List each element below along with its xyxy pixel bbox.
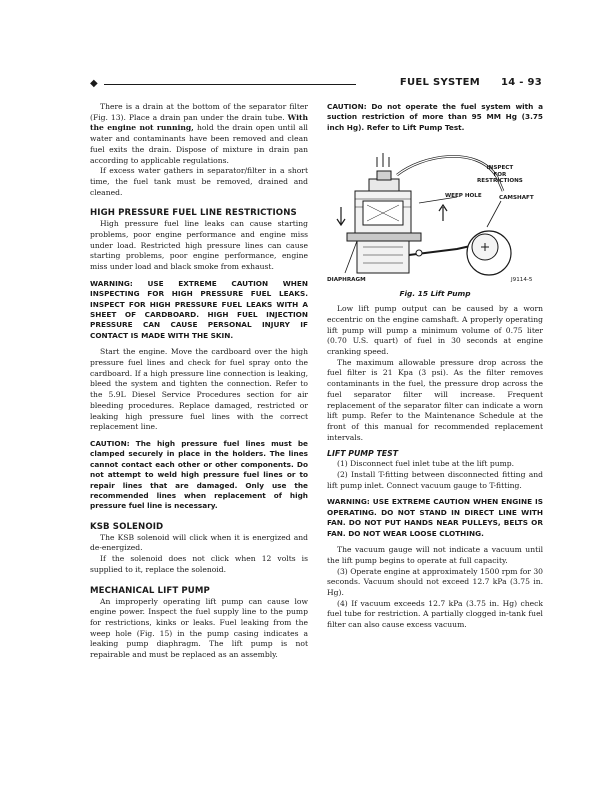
warning-fan: WARNING: USE EXTREME CAUTION WHEN ENGINE IS OPERATING. DO NOT STAND IN DIRECT LINE WITH FAN. DO NOT PUT HANDS NEAR PULLEYS, BELTS OR FAN. DO NOT WEAR LOOSE CLOTHING.	[327, 497, 543, 538]
ksb-paragraph-1: The KSB solenoid will click when it is energized and de-energized.	[90, 532, 308, 553]
mechanical-lift-pump-paragraph: An improperly operating lift pump can cause low engine power. Inspect the fuel supply line to the pump for restrictions, kinks or leaks. Fuel leaking from the weep hole (Fig. 15) in the pump casing indicates a leaking pump diaphragm. The lift pump is not repairable and must be replaced as an assembly.	[90, 596, 308, 660]
ksb-paragraph-2: If the solenoid does not click when 12 volts is supplied to it, replace the solenoid.	[90, 554, 308, 574]
heading-high-pressure-restrictions: HIGH PRESSURE FUEL LINE RESTRICTIONS	[90, 208, 297, 219]
pressure-drop-paragraph: The maximum allowable pressure drop across the fuel filter is 21 Kpa (3 psi). As the filter removes contaminants in the fuel, the pressure drop across the fuel separator filter will increase. Frequent replacement of the separator filter can indicate a worn lift pump. Refer to the Maintenance Schedule at the front of this manual for recommended replacement intervals.	[327, 357, 543, 442]
lift-pump-drawing	[327, 137, 543, 287]
header-rule	[104, 84, 356, 85]
page-number: 14 - 93	[500, 77, 542, 88]
test-step-2: (2) Install T-fitting between disconnected fitting and lift pump inlet. Connect vacuum gauge to T-fitting.	[327, 470, 543, 490]
label-diaphragm: DIAPHRAGM	[327, 277, 366, 284]
label-camshaft: CAMSHAFT	[499, 195, 534, 202]
right-column	[327, 102, 543, 631]
page-header	[90, 77, 542, 93]
figure-code: J9114-5	[511, 277, 533, 284]
heading-ksb-solenoid: KSB SOLENOID	[90, 521, 164, 532]
excess-water-paragraph: If excess water gathers in separator/filter in a short time, the fuel tank must be removed, drained and cleaned.	[90, 166, 308, 197]
caution-suction: CAUTION: Do not operate the fuel system with a suction restriction of more than 95 MM Hg (3.75 inch Hg). Refer to Lift Pump Test.	[327, 102, 543, 132]
restrictions-paragraph: High pressure fuel line leaks can cause starting problems, poor engine performance and engine miss under load. Restricted high pressure lines can cause starting problems, poor engine performance, engine miss under load and black smoke from exhaust.	[90, 219, 308, 272]
test-step-4: (4) If vacuum exceeds 12.7 kPa (3.75 in. Hg) check fuel tube for restriction. A partially clogged in-tank fuel filter can also cause excess vacuum.	[327, 598, 543, 630]
vacuum-gauge-paragraph: The vacuum gauge will not indicate a vacuum until the lift pump begins to operate at full capacity.	[327, 545, 543, 565]
figure-caption: Fig. 15 Lift Pump	[399, 289, 471, 299]
heading-lift-pump-test: LIFT PUMP TEST	[327, 449, 399, 459]
diamond-bullet-icon: ◆	[90, 78, 98, 89]
lift-pump-figure	[327, 137, 543, 287]
heading-mechanical-lift-pump: MECHANICAL LIFT PUMP	[90, 585, 210, 596]
label-weep-hole: WEEP HOLE	[445, 193, 482, 200]
test-step-1: (1) Disconnect fuel inlet tube at the lift pump.	[337, 459, 515, 469]
lift-output-paragraph: Low lift pump output can be caused by a worn eccentric on the engine camshaft. A properly operating lift pump will pump a minimum volume of 0.75 liter (0.70 U.S. quart) of fuel in 30 seconds at engine cranking speed.	[327, 304, 543, 357]
drain-paragraph: There is a drain at the bottom of the separator filter (Fig. 13). Place a drain pan under the drain tube. With the engine not running, hold the drain open until all water and contaminants have been removed and clean fuel exits the drain. Dispose of mixture in drain pan according to applicable regulations.	[90, 102, 308, 165]
caution-clamped: CAUTION: The high pressure fuel lines must be clamped securely in place in the holders. The lines cannot contact each other or other components. Do not attempt to weld high pressure fuel lines or to repair lines that are damaged. Only use the recommended lines when replacement of high pressure fuel line is necessary.	[90, 438, 308, 511]
test-step-3: (3) Operate engine at approximately 1500 rpm for 30 seconds. Vacuum should not exceed 12.7 kPa (3.75 in. Hg).	[327, 566, 543, 597]
warning-cardboard: WARNING: USE EXTREME CAUTION WHEN INSPECTING FOR HIGH PRESSURE FUEL LEAKS. INSPECT FOR HIGH PRESSURE FUEL LEAKS WITH A SHEET OF CARDBOARD. HIGH FUEL INJECTION PRESSURE CAN CAUSE PERSONAL INJURY IF CONTACT IS MADE WITH THE SKIN.	[90, 278, 308, 340]
left-column	[90, 102, 308, 661]
start-engine-paragraph: Start the engine. Move the cardboard over the high pressure fuel lines and check for fuel spray onto the cardboard. If a high pressure line connection is leaking, bleed the system and tighten the connection. Refer to the 5.9L Diesel Service Procedures section for air bleeding procedures. Replace damaged, restricted or leaking high pressure fuel lines with the correct replacement line.	[90, 347, 308, 432]
label-inspect-for-restrictions: INSPECT FOR RESTRICTIONS	[477, 165, 523, 185]
section-title: FUEL SYSTEM	[399, 77, 480, 88]
